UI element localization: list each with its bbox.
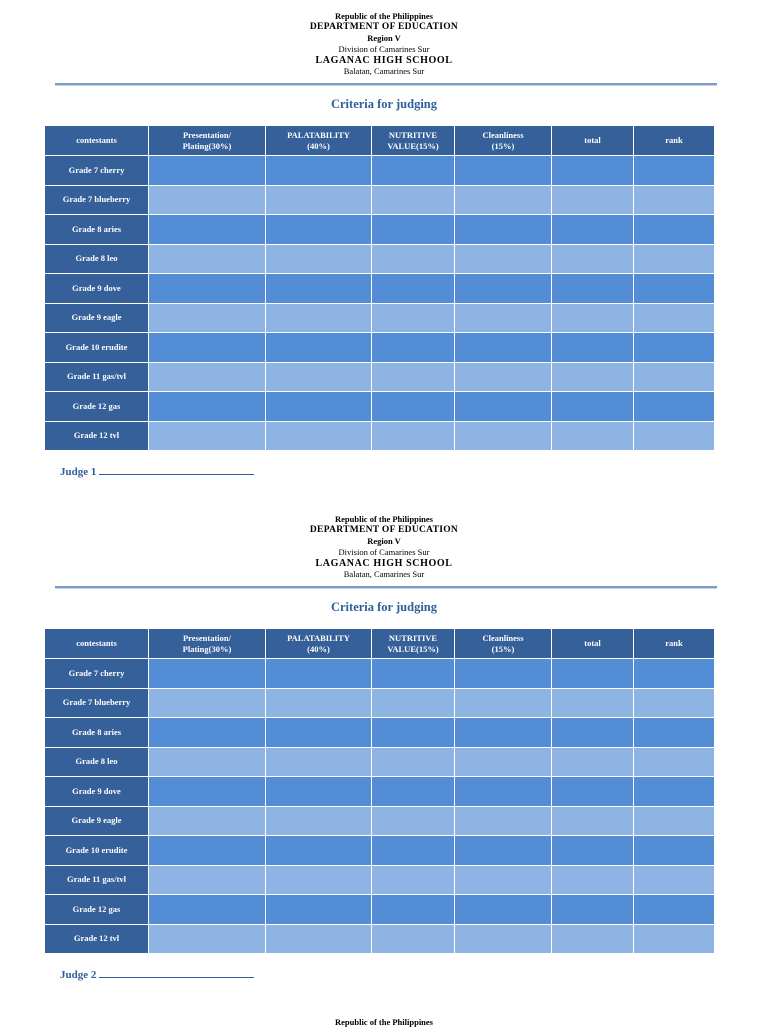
score-cell[interactable]	[372, 895, 455, 925]
score-cell[interactable]	[552, 303, 634, 333]
header-line-republic: Republic of the Philippines	[334, 11, 433, 21]
column-header	[149, 629, 266, 659]
score-cell[interactable]	[149, 156, 266, 186]
table-row	[45, 924, 715, 954]
column-header	[45, 629, 149, 659]
score-cell[interactable]	[634, 865, 715, 895]
score-cell[interactable]	[372, 747, 455, 777]
contestant-name: Grade 9 dove	[45, 777, 149, 807]
table-row	[45, 156, 715, 186]
table-row	[45, 392, 715, 422]
score-cell[interactable]	[552, 865, 634, 895]
contestant-name: Grade 10 erudite	[45, 836, 149, 866]
header-line-division: Division of Camarines Sur	[338, 547, 430, 557]
score-cell[interactable]	[149, 303, 266, 333]
score-cell[interactable]	[455, 185, 552, 215]
table-row	[45, 659, 715, 689]
score-cell[interactable]	[149, 421, 266, 451]
score-cell[interactable]	[455, 688, 552, 718]
column-header-line: (40%)	[307, 140, 330, 151]
column-header-line: VALUE(15%)	[387, 643, 439, 654]
score-cell[interactable]	[634, 718, 715, 748]
criteria-title: Criteria for judging	[330, 97, 437, 111]
score-cell[interactable]	[455, 777, 552, 807]
score-cell[interactable]	[266, 244, 372, 274]
header-line-republic: Republic of the Philippines	[334, 514, 433, 524]
column-header-line: (40%)	[307, 643, 330, 654]
score-cell[interactable]	[634, 806, 715, 836]
column-header-line: PALATABILITY	[287, 632, 350, 643]
score-cell[interactable]	[552, 362, 634, 392]
score-cell[interactable]	[634, 392, 715, 422]
score-cell[interactable]	[455, 895, 552, 925]
school-header	[0, 1017, 768, 1028]
score-cell[interactable]	[149, 865, 266, 895]
column-header	[45, 126, 149, 156]
score-cell[interactable]	[634, 421, 715, 451]
table-header-row	[45, 629, 715, 659]
header-line-region: Region V	[367, 536, 401, 546]
score-cell[interactable]	[372, 333, 455, 363]
judge-label: Judge 2	[60, 969, 97, 981]
contestant-name: Grade 11 gas/tvl	[45, 362, 149, 392]
header-divider	[55, 586, 717, 589]
column-header-line: Presentation/	[182, 632, 231, 643]
score-cell[interactable]	[266, 718, 372, 748]
score-cell[interactable]	[455, 244, 552, 274]
score-cell[interactable]	[552, 836, 634, 866]
header-line-deped: DEPARTMENT OF EDUCATION	[309, 22, 459, 32]
score-cell[interactable]	[455, 747, 552, 777]
score-cell[interactable]	[372, 215, 455, 245]
column-header-line: contestants	[76, 135, 117, 145]
score-cell[interactable]	[149, 747, 266, 777]
score-cell[interactable]	[149, 924, 266, 954]
score-cell[interactable]	[149, 836, 266, 866]
score-cell[interactable]	[372, 924, 455, 954]
score-cell[interactable]	[634, 747, 715, 777]
score-cell[interactable]	[455, 718, 552, 748]
score-cell[interactable]	[149, 362, 266, 392]
column-header	[455, 126, 552, 156]
score-cell[interactable]	[266, 185, 372, 215]
score-cell[interactable]	[266, 274, 372, 304]
column-header	[552, 126, 634, 156]
score-cell[interactable]	[455, 274, 552, 304]
column-header-line: Cleanliness	[482, 632, 524, 643]
score-cell[interactable]	[372, 362, 455, 392]
score-cell[interactable]	[634, 924, 715, 954]
contestant-name: Grade 12 gas	[45, 392, 149, 422]
column-header-line: rank	[665, 638, 683, 648]
score-cell[interactable]	[149, 806, 266, 836]
score-cell[interactable]	[372, 688, 455, 718]
score-cell[interactable]	[149, 688, 266, 718]
column-header-line: (15%)	[491, 140, 515, 151]
column-header	[552, 629, 634, 659]
score-cell[interactable]	[455, 215, 552, 245]
score-cell[interactable]	[266, 777, 372, 807]
score-cell[interactable]	[372, 806, 455, 836]
score-cell[interactable]	[634, 688, 715, 718]
header-divider	[55, 83, 717, 86]
score-cell[interactable]	[634, 836, 715, 866]
header-line-republic: Republic of the Philippines	[334, 1017, 433, 1027]
column-header-line: VALUE(15%)	[387, 140, 439, 151]
score-cell[interactable]	[552, 156, 634, 186]
signature-blank[interactable]	[99, 967, 254, 978]
table-row	[45, 747, 715, 777]
score-cell[interactable]	[372, 244, 455, 274]
contestant-name: Grade 8 aries	[45, 215, 149, 245]
score-cell[interactable]	[455, 333, 552, 363]
column-header-line: PALATABILITY	[287, 129, 350, 140]
score-cell[interactable]	[266, 747, 372, 777]
table-row	[45, 836, 715, 866]
score-cell[interactable]	[552, 215, 634, 245]
score-cell[interactable]	[149, 274, 266, 304]
contestant-name: Grade 7 cherry	[45, 659, 149, 689]
table-row	[45, 274, 715, 304]
judge-label: Judge 1	[60, 466, 97, 478]
school-header	[0, 514, 768, 580]
score-cell[interactable]	[372, 185, 455, 215]
score-cell[interactable]	[634, 895, 715, 925]
column-header-line: NUTRITIVE	[388, 632, 438, 643]
column-header	[634, 126, 715, 156]
score-cell[interactable]	[455, 865, 552, 895]
score-cell[interactable]	[372, 392, 455, 422]
column-header-line: NUTRITIVE	[388, 129, 438, 140]
score-cell[interactable]	[266, 362, 372, 392]
score-cell[interactable]	[372, 836, 455, 866]
score-cell[interactable]	[455, 303, 552, 333]
score-cell[interactable]	[552, 421, 634, 451]
score-cell[interactable]	[552, 274, 634, 304]
contestant-name: Grade 12 gas	[45, 895, 149, 925]
contestant-name: Grade 12 tvl	[45, 924, 149, 954]
score-cell[interactable]	[552, 806, 634, 836]
column-header-line: Plating(30%)	[182, 140, 232, 151]
table-row	[45, 215, 715, 245]
score-cell[interactable]	[552, 688, 634, 718]
column-header	[634, 629, 715, 659]
score-cell[interactable]	[149, 659, 266, 689]
header-line-school: LAGANAC HIGH SCHOOL	[315, 55, 453, 66]
column-header	[372, 629, 455, 659]
table-row	[45, 421, 715, 451]
contestant-name: Grade 10 erudite	[45, 333, 149, 363]
table-row	[45, 777, 715, 807]
score-cell[interactable]	[149, 718, 266, 748]
score-cell[interactable]	[455, 924, 552, 954]
score-cell[interactable]	[634, 185, 715, 215]
score-cell[interactable]	[266, 806, 372, 836]
score-cell[interactable]	[552, 895, 634, 925]
score-cell[interactable]	[455, 806, 552, 836]
score-cell[interactable]	[266, 865, 372, 895]
contestant-name: Grade 8 leo	[45, 244, 149, 274]
column-header-line: Plating(30%)	[182, 643, 232, 654]
contestant-name: Grade 9 eagle	[45, 303, 149, 333]
score-cell[interactable]	[552, 185, 634, 215]
table-row	[45, 806, 715, 836]
header-line-address: Balatan, Camarines Sur	[343, 66, 425, 76]
header-line-address: Balatan, Camarines Sur	[343, 569, 425, 579]
score-cell[interactable]	[372, 421, 455, 451]
table-header-row	[45, 126, 715, 156]
score-cell[interactable]	[266, 333, 372, 363]
score-cell[interactable]	[634, 333, 715, 363]
score-cell[interactable]	[266, 421, 372, 451]
score-cell[interactable]	[634, 303, 715, 333]
contestant-name: Grade 11 gas/tvl	[45, 865, 149, 895]
score-cell[interactable]	[372, 718, 455, 748]
judging-table	[44, 628, 715, 954]
score-cell[interactable]	[266, 156, 372, 186]
contestant-name: Grade 9 dove	[45, 274, 149, 304]
score-cell[interactable]	[372, 865, 455, 895]
column-header	[266, 629, 372, 659]
table-row	[45, 362, 715, 392]
judging-table	[44, 125, 715, 451]
score-cell[interactable]	[634, 156, 715, 186]
score-cell[interactable]	[266, 836, 372, 866]
score-cell[interactable]	[552, 924, 634, 954]
table-row	[45, 688, 715, 718]
column-header-line: rank	[665, 135, 683, 145]
score-cell[interactable]	[266, 688, 372, 718]
score-cell[interactable]	[552, 244, 634, 274]
score-cell[interactable]	[634, 362, 715, 392]
table-row	[45, 865, 715, 895]
score-cell[interactable]	[372, 777, 455, 807]
contestant-name: Grade 7 blueberry	[45, 185, 149, 215]
header-line-school: LAGANAC HIGH SCHOOL	[315, 558, 453, 569]
score-cell[interactable]	[552, 718, 634, 748]
table-row	[45, 718, 715, 748]
score-cell[interactable]	[149, 392, 266, 422]
score-cell[interactable]	[455, 156, 552, 186]
table-row	[45, 303, 715, 333]
score-cell[interactable]	[552, 333, 634, 363]
judge-signature-line	[60, 967, 254, 981]
score-cell[interactable]	[634, 215, 715, 245]
score-cell[interactable]	[634, 777, 715, 807]
score-cell[interactable]	[149, 185, 266, 215]
column-header	[266, 126, 372, 156]
contestant-name: Grade 8 aries	[45, 718, 149, 748]
score-cell[interactable]	[266, 659, 372, 689]
score-cell[interactable]	[634, 274, 715, 304]
column-header-line: (15%)	[491, 643, 515, 654]
score-cell[interactable]	[455, 362, 552, 392]
score-cell[interactable]	[634, 244, 715, 274]
column-header-line: Cleanliness	[482, 129, 524, 140]
score-cell[interactable]	[266, 215, 372, 245]
score-cell[interactable]	[552, 659, 634, 689]
score-cell[interactable]	[372, 274, 455, 304]
signature-blank[interactable]	[99, 464, 254, 475]
score-cell[interactable]	[266, 895, 372, 925]
header-line-deped: DEPARTMENT OF EDUCATION	[309, 525, 459, 535]
score-cell[interactable]	[455, 659, 552, 689]
column-header-line: contestants	[76, 638, 117, 648]
score-cell[interactable]	[552, 392, 634, 422]
table-row	[45, 244, 715, 274]
criteria-title: Criteria for judging	[330, 600, 437, 614]
score-cell[interactable]	[266, 924, 372, 954]
score-cell[interactable]	[149, 895, 266, 925]
contestant-name: Grade 12 tvl	[45, 421, 149, 451]
column-header	[149, 126, 266, 156]
score-cell[interactable]	[552, 747, 634, 777]
score-cell[interactable]	[634, 659, 715, 689]
score-cell[interactable]	[149, 215, 266, 245]
school-header	[0, 11, 768, 77]
score-cell[interactable]	[455, 392, 552, 422]
column-header-line: total	[584, 638, 601, 648]
score-cell[interactable]	[372, 659, 455, 689]
contestant-name: Grade 9 eagle	[45, 806, 149, 836]
table-row	[45, 333, 715, 363]
score-cell[interactable]	[372, 303, 455, 333]
score-cell[interactable]	[149, 244, 266, 274]
column-header-line: total	[584, 135, 601, 145]
score-cell[interactable]	[266, 303, 372, 333]
contestant-name: Grade 8 leo	[45, 747, 149, 777]
score-cell[interactable]	[552, 777, 634, 807]
score-cell[interactable]	[266, 392, 372, 422]
column-header	[372, 126, 455, 156]
score-cell[interactable]	[372, 156, 455, 186]
score-cell[interactable]	[149, 333, 266, 363]
score-cell[interactable]	[455, 421, 552, 451]
judge-signature-line	[60, 464, 254, 478]
column-header-line: Presentation/	[182, 129, 231, 140]
score-cell[interactable]	[455, 836, 552, 866]
contestant-name: Grade 7 blueberry	[45, 688, 149, 718]
table-row	[45, 895, 715, 925]
header-line-region: Region V	[367, 33, 401, 43]
contestant-name: Grade 7 cherry	[45, 156, 149, 186]
column-header	[455, 629, 552, 659]
table-row	[45, 185, 715, 215]
score-cell[interactable]	[149, 777, 266, 807]
header-line-division: Division of Camarines Sur	[338, 44, 430, 54]
